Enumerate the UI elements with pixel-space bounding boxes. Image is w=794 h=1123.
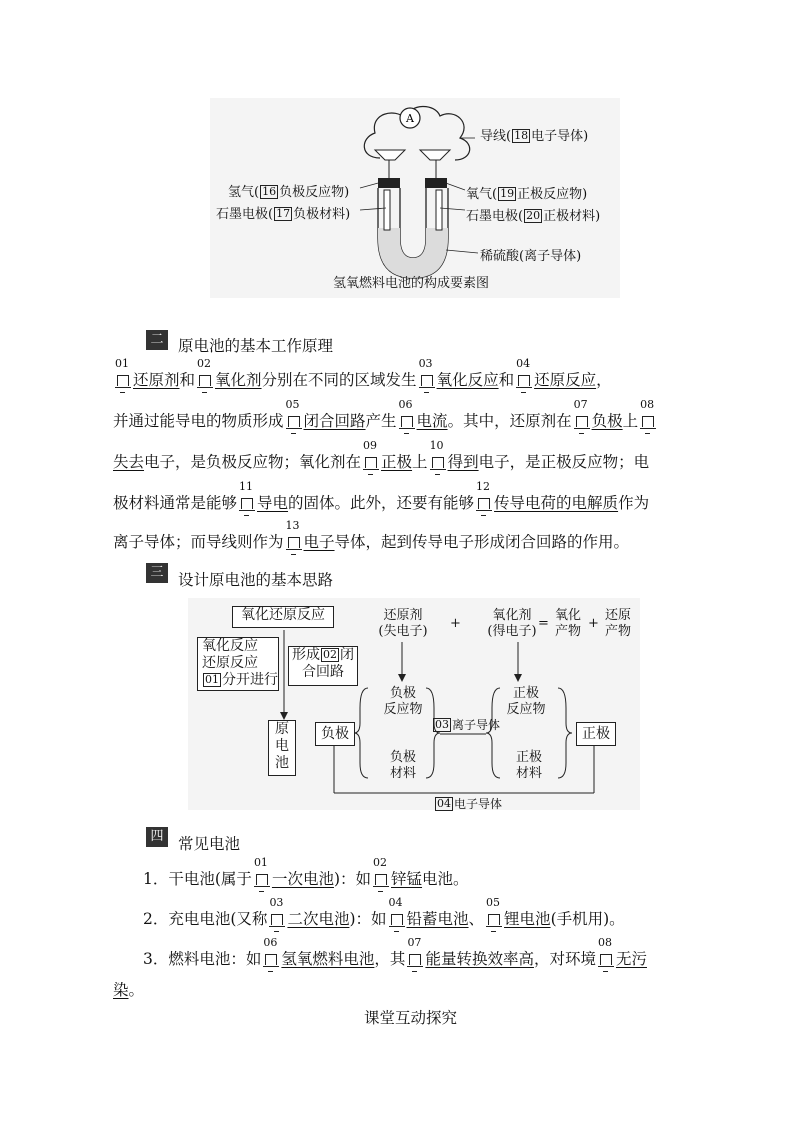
oxidant bbox=[482, 608, 542, 640]
galvanic-cell-box bbox=[268, 720, 296, 776]
text: 充电电池(又称 bbox=[168, 910, 268, 928]
h2-label bbox=[228, 181, 349, 200]
negative-material bbox=[378, 750, 428, 782]
item-number: 2． bbox=[143, 910, 169, 928]
electrode-left-text: 负极材料) bbox=[293, 207, 351, 222]
answer-text: 锌锰 bbox=[391, 870, 423, 888]
negative-reactant bbox=[378, 686, 428, 718]
text: 燃料电池 bbox=[168, 950, 231, 968]
o2-label bbox=[466, 183, 587, 202]
cell-char: 电 bbox=[275, 738, 289, 754]
blank-number: 09 bbox=[363, 439, 378, 452]
text: )：如 bbox=[333, 870, 372, 888]
electrode-right-pre: 石墨电极( bbox=[466, 209, 524, 224]
text: 和 bbox=[179, 371, 196, 389]
section-icon: 三 bbox=[146, 563, 168, 583]
form-post: 闭 bbox=[340, 647, 354, 663]
answer-text: 失去 bbox=[113, 453, 145, 471]
split-line-1: 氧化反应 bbox=[202, 638, 258, 654]
section-title: 原电池的基本工作原理 bbox=[178, 337, 334, 355]
blank-number: 03 bbox=[435, 718, 449, 731]
text: (手机用)。 bbox=[550, 910, 625, 928]
text: 、 bbox=[468, 910, 485, 928]
ion-text: 离子导体 bbox=[452, 718, 501, 732]
answer-blank bbox=[407, 936, 423, 967]
answer-text: 还原剂 bbox=[133, 371, 180, 389]
paragraph-line bbox=[113, 439, 650, 471]
blank-number: 06 bbox=[263, 936, 278, 949]
text: 。其中，还原剂在 bbox=[447, 412, 572, 430]
answer-blank bbox=[398, 398, 415, 429]
blank-number: 04 bbox=[388, 896, 403, 909]
blank-number: 19 bbox=[500, 187, 515, 200]
negative-pole-box: 负极 bbox=[315, 722, 355, 746]
answer-text: 导电 bbox=[257, 494, 289, 512]
reductant bbox=[378, 608, 428, 640]
blank-number: 01 bbox=[205, 673, 219, 686]
blank-number: 05 bbox=[486, 896, 501, 909]
answer-blank bbox=[640, 398, 656, 429]
answer-text: 无污 bbox=[615, 950, 647, 968]
oxidation-product bbox=[552, 608, 584, 640]
cell-char: 池 bbox=[275, 755, 289, 771]
blank-number: 07 bbox=[407, 936, 422, 949]
blank-number: 12 bbox=[476, 480, 491, 493]
figure-caption: 氢氧燃料电池的构成要素图 bbox=[333, 276, 490, 291]
answer-text: 得到 bbox=[447, 453, 479, 471]
section-icon: 二 bbox=[146, 330, 168, 350]
text: 极材料通常是能够 bbox=[113, 494, 238, 512]
o2-label-text: 正极反应物) bbox=[517, 187, 588, 202]
answer-blank bbox=[486, 896, 502, 927]
cell-char: 原 bbox=[275, 721, 289, 737]
answer-blank bbox=[573, 398, 590, 429]
answer-blank bbox=[373, 856, 389, 887]
text: ：如 bbox=[230, 950, 262, 968]
blank-number: 11 bbox=[239, 480, 254, 493]
pos-mat-2: 材料 bbox=[515, 766, 542, 781]
answer-blank bbox=[476, 480, 492, 511]
answer-text: 能量转换效率高 bbox=[425, 950, 534, 968]
answer-text: 氢氧燃料电池 bbox=[281, 950, 375, 968]
red-prod-1: 还原 bbox=[604, 608, 631, 623]
blank-number: 18 bbox=[514, 129, 529, 142]
text: 和 bbox=[498, 371, 515, 389]
text: 分别在不同的区域发生 bbox=[261, 371, 417, 389]
paragraph-line bbox=[113, 398, 658, 430]
answer-blank bbox=[239, 480, 255, 511]
list-item bbox=[143, 856, 469, 888]
electrode-left-label bbox=[216, 203, 350, 222]
answer-blank bbox=[363, 439, 379, 470]
redox-box: 氧化还原反应 bbox=[232, 606, 334, 628]
lose-electron-label: (失电子) bbox=[378, 624, 428, 639]
blank-number: 08 bbox=[597, 936, 612, 949]
electrode-left-pre: 石墨电极( bbox=[216, 207, 274, 222]
answer-text: 闭合回路 bbox=[303, 412, 366, 430]
pos-mat-1: 正极 bbox=[515, 750, 542, 765]
form-pre: 形成 bbox=[292, 647, 320, 663]
text: 上 bbox=[412, 453, 428, 471]
blank-number: 13 bbox=[285, 519, 300, 532]
blank-number: 03 bbox=[418, 357, 433, 370]
answer-blank bbox=[263, 936, 279, 967]
answer-blank bbox=[269, 896, 285, 927]
list-item bbox=[143, 936, 647, 968]
form-line-2: 合回路 bbox=[302, 664, 344, 680]
elec-text: 电子导体 bbox=[454, 797, 503, 811]
blank-number: 08 bbox=[640, 398, 655, 411]
positive-pole-box: 正极 bbox=[576, 722, 616, 746]
paragraph-line bbox=[113, 519, 630, 551]
answer-text: 还原反应 bbox=[534, 371, 597, 389]
list-item bbox=[143, 896, 625, 928]
acid-label: 稀硫酸(离子导体) bbox=[480, 249, 582, 264]
gain-electron-label: (得电子) bbox=[487, 624, 537, 639]
equals-sign: = bbox=[538, 616, 549, 631]
neg-react-2: 反应物 bbox=[383, 702, 423, 717]
answer-text: 铅蓄电池 bbox=[406, 910, 469, 928]
neg-react-1: 负极 bbox=[389, 686, 416, 701]
blank-number: 01 bbox=[253, 856, 268, 869]
oxid-prod-1: 氧化 bbox=[554, 608, 581, 623]
answer-text: 氧化反应 bbox=[436, 371, 499, 389]
text: ，其 bbox=[374, 950, 406, 968]
blank-number: 01 bbox=[115, 357, 129, 370]
answer-text: 一次电池 bbox=[271, 870, 334, 888]
footer-heading: 课堂互动探究 bbox=[364, 1009, 458, 1027]
plus-sign: + bbox=[588, 616, 599, 631]
answer-blank bbox=[197, 357, 213, 388]
red-prod-2: 产物 bbox=[604, 624, 631, 639]
answer-blank bbox=[516, 357, 532, 388]
item-number: 3． bbox=[143, 950, 169, 968]
reduction-product bbox=[602, 608, 634, 640]
ion-conductor-label bbox=[432, 716, 500, 733]
blank-number: 02 bbox=[323, 648, 337, 661]
answer-blank bbox=[388, 896, 405, 927]
blank-number: 20 bbox=[526, 209, 541, 222]
pos-react-2: 反应物 bbox=[506, 702, 546, 717]
answer-text: 电流 bbox=[416, 412, 448, 430]
text: 电池。 bbox=[422, 870, 469, 888]
text: 产生 bbox=[365, 412, 397, 430]
electrode-right-label bbox=[466, 205, 600, 224]
split-line-2: 还原反应 bbox=[202, 655, 258, 671]
answer-blank bbox=[285, 398, 302, 429]
section-title: 常见电池 bbox=[178, 835, 241, 853]
plus-sign: + bbox=[450, 616, 461, 631]
answer-blank bbox=[418, 357, 435, 388]
neg-mat-2: 材料 bbox=[389, 766, 416, 781]
answer-blank bbox=[115, 357, 131, 388]
answer-text: 电子 bbox=[303, 533, 335, 551]
h2-label-text: 负极反应物) bbox=[279, 185, 350, 200]
answer-text: 正极 bbox=[381, 453, 413, 471]
text: 并通过能导电的物质形成 bbox=[113, 412, 284, 430]
text: 电子，是正极反应物；电 bbox=[478, 453, 650, 471]
blank-number: 04 bbox=[437, 797, 451, 810]
answer-text: 负极 bbox=[591, 412, 623, 430]
text: 导体，起到传导电子形成闭合回路的作用。 bbox=[334, 533, 630, 551]
answer-text: 锂电池 bbox=[504, 910, 551, 928]
split-text: 分开进行 bbox=[222, 672, 278, 688]
text: 离子导体；而导线则作为 bbox=[113, 533, 284, 551]
answer-text: 染 bbox=[113, 981, 129, 999]
answer-blank bbox=[285, 519, 302, 550]
neg-mat-1: 负极 bbox=[389, 750, 416, 765]
h2-label-pre: 氢气( bbox=[228, 185, 260, 200]
form-line-1 bbox=[289, 647, 357, 664]
section-title: 设计原电池的基本思路 bbox=[178, 571, 334, 589]
positive-reactant bbox=[496, 686, 556, 718]
answer-text: 氧化剂 bbox=[215, 371, 262, 389]
pos-react-1: 正极 bbox=[512, 686, 539, 701]
oxid-prod-2: 产物 bbox=[554, 624, 581, 639]
text: 上 bbox=[622, 412, 639, 430]
blank-number: 06 bbox=[398, 398, 413, 411]
text: )：如 bbox=[349, 910, 387, 928]
answer-blank bbox=[429, 439, 446, 470]
answer-blank bbox=[597, 936, 614, 967]
blank-number: 02 bbox=[373, 856, 388, 869]
blank-number: 02 bbox=[197, 357, 212, 370]
electrode-right-text: 正极材料) bbox=[543, 209, 601, 224]
blank-number: 03 bbox=[269, 896, 284, 909]
text: ， bbox=[596, 371, 612, 389]
paragraph-line bbox=[113, 480, 650, 512]
split-box bbox=[197, 637, 279, 691]
form-circuit-box bbox=[288, 646, 358, 686]
answer-blank bbox=[253, 856, 270, 887]
text: 干电池(属于 bbox=[168, 870, 252, 888]
list-item-continued bbox=[113, 983, 144, 998]
o2-label-pre: 氧气( bbox=[466, 187, 498, 202]
answer-text: 传导电荷的电解质 bbox=[494, 494, 619, 512]
blank-number: 07 bbox=[573, 398, 588, 411]
wire-label-pre: 导线( bbox=[480, 129, 512, 144]
positive-material bbox=[504, 750, 554, 782]
section-icon: 四 bbox=[146, 827, 168, 847]
text: 电子，是负极反应物；氧化剂在 bbox=[144, 453, 362, 471]
blank-number: 10 bbox=[429, 439, 444, 452]
text: 的固体。此外，还要有能够 bbox=[288, 494, 475, 512]
blank-number: 17 bbox=[276, 207, 291, 220]
answer-text: 二次电池 bbox=[287, 910, 350, 928]
blank-number: 16 bbox=[262, 185, 277, 198]
reductant-label: 还原剂 bbox=[383, 608, 423, 623]
blank-number: 05 bbox=[285, 398, 300, 411]
paragraph-line bbox=[113, 357, 612, 389]
split-line-3 bbox=[202, 672, 278, 689]
blank-number: 04 bbox=[516, 357, 531, 370]
text: ，对环境 bbox=[533, 950, 596, 968]
ammeter-label: A bbox=[406, 112, 414, 125]
text: 。 bbox=[128, 981, 145, 999]
oxidant-label: 氧化剂 bbox=[492, 608, 532, 623]
wire-label bbox=[480, 125, 588, 144]
text: 作为 bbox=[618, 494, 650, 512]
electron-conductor-label bbox=[434, 795, 502, 812]
wire-label-text: 电子导体) bbox=[531, 129, 589, 144]
item-number: 1． bbox=[143, 870, 169, 888]
